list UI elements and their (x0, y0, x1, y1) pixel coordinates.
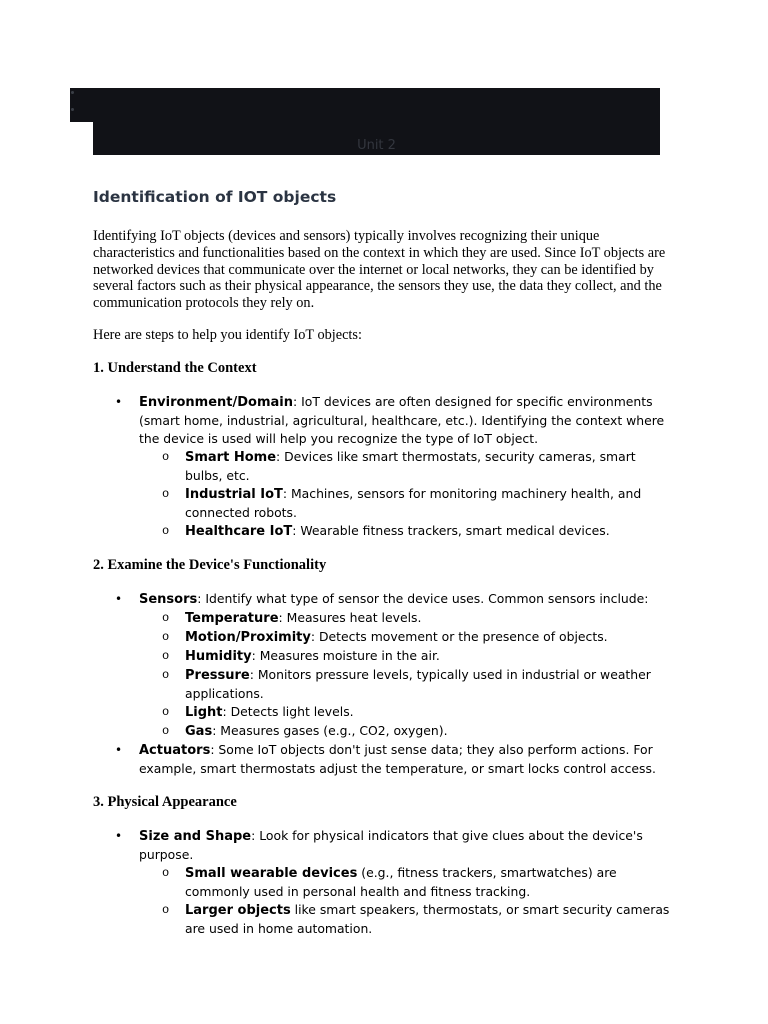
header-dot (71, 108, 74, 111)
sub-bullet-icon: o (162, 629, 170, 644)
sub-text: : Measures moisture in the air. (251, 647, 440, 663)
bullet-item (93, 393, 673, 541)
sub-bullet-icon: o (162, 486, 170, 501)
bullet-item (93, 741, 673, 778)
sub-bullet-icon: o (162, 865, 170, 880)
sub-term: Industrial IoT (185, 486, 283, 502)
sub-term: Gas (185, 723, 213, 739)
sub-list (139, 609, 673, 741)
sub-item (139, 901, 673, 938)
header-dot (71, 91, 74, 94)
sub-item (139, 522, 673, 541)
sub-text: : Wearable fitness trackers, smart medical devices. (292, 522, 610, 538)
sub-text: : Detects light levels. (222, 703, 354, 719)
bullet-term: Size and Shape (139, 828, 252, 844)
sub-term: Healthcare IoT (185, 523, 293, 539)
sub-text: : Devices like smart thermostats, security cameras, smart bulbs, etc. (185, 448, 636, 483)
sub-bullet-icon: o (162, 648, 170, 663)
bullet-term: Actuators (139, 742, 211, 758)
bullet-list (93, 393, 673, 541)
sections-container (93, 359, 673, 938)
bullet-item (93, 590, 673, 741)
sub-text: : Measures gases (e.g., CO2, oxygen). (212, 722, 448, 738)
steps-intro: Here are steps to help you identify IoT objects: (93, 326, 362, 343)
sub-item (139, 864, 673, 901)
sub-term: Light (185, 704, 223, 720)
sub-item (139, 448, 673, 485)
bullet-text: : IoT devices are often designed for specific environments (smart home, industrial, agricultural, healthcare, etc.). Identifying the context where the device is used will help you recognize the type of IoT object. (139, 393, 665, 446)
sub-item (139, 628, 673, 647)
sub-text: like smart speakers, thermostats, or smart security cameras are used in home automation. (185, 901, 670, 936)
sub-item (139, 485, 673, 522)
sub-term: Temperature (185, 610, 279, 626)
bullet-term: Environment/Domain (139, 394, 293, 410)
section-heading: 2. Examine the Device's Functionality (93, 556, 327, 573)
sub-term: Smart Home (185, 449, 277, 465)
sub-text: : Measures heat levels. (278, 609, 422, 625)
section-heading: 1. Understand the Context (93, 359, 257, 376)
bullet-icon: • (115, 591, 123, 606)
sub-bullet-icon: o (162, 667, 170, 682)
sub-term: Motion/Proximity (185, 629, 311, 645)
sub-item (139, 666, 673, 703)
bullet-text: : Some IoT objects don't just sense data; they also perform actions. For example, smart thermostats adjust the temperature, or smart locks control access. (139, 741, 656, 776)
sub-text: : Machines, sensors for monitoring machinery health, and connected robots. (185, 485, 642, 520)
sub-term: Humidity (185, 648, 252, 664)
sub-text: : Monitors pressure levels, typically used in industrial or weather applications. (185, 666, 651, 701)
page-title: Identification of IOT objects (93, 188, 337, 206)
sub-term: Pressure (185, 667, 250, 683)
bullet-list (93, 827, 673, 938)
bullet-list (93, 590, 673, 778)
sub-bullet-icon: o (162, 723, 170, 738)
sub-text: : Detects movement or the presence of objects. (310, 628, 608, 644)
bullet-icon: • (115, 742, 123, 757)
sub-text: (e.g., fitness trackers, smartwatches) are commonly used in personal health and fitness tracking. (185, 864, 617, 899)
sub-item (139, 722, 673, 741)
sub-term: Larger objects (185, 902, 291, 918)
bullet-item (93, 827, 673, 938)
bullet-term: Sensors (139, 591, 198, 607)
sub-bullet-icon: o (162, 523, 170, 538)
sub-item (139, 703, 673, 722)
document-body (93, 186, 673, 953)
bullet-icon: • (115, 394, 123, 409)
intro-paragraph: Identifying IoT objects (devices and sensors) typically involves recognizing their unique characteristics and functionalities based on the context in which they are used. Since IoT objects are networked devices that communicate over the internet or local networks, they can be identified by several factors such as their physical appearance, the sensors they use, the data they collect, and the communication protocols they rely on. (93, 228, 666, 312)
sub-bullet-icon: o (162, 449, 170, 464)
bullet-text: : Identify what type of sensor the device uses. Common sensors include: (197, 590, 649, 606)
header-title: Unit 2 (357, 138, 396, 153)
sub-list (139, 448, 673, 541)
section-heading: 3. Physical Appearance (93, 793, 237, 810)
sub-term: Small wearable devices (185, 865, 358, 881)
sub-item (139, 609, 673, 628)
sub-item (139, 647, 673, 666)
sub-bullet-icon: o (162, 704, 170, 719)
bullet-text: : Look for physical indicators that give clues about the device's purpose. (139, 827, 643, 862)
sub-bullet-icon: o (162, 902, 170, 917)
sub-bullet-icon: o (162, 610, 170, 625)
sub-list (139, 864, 673, 938)
bullet-icon: • (115, 828, 123, 843)
